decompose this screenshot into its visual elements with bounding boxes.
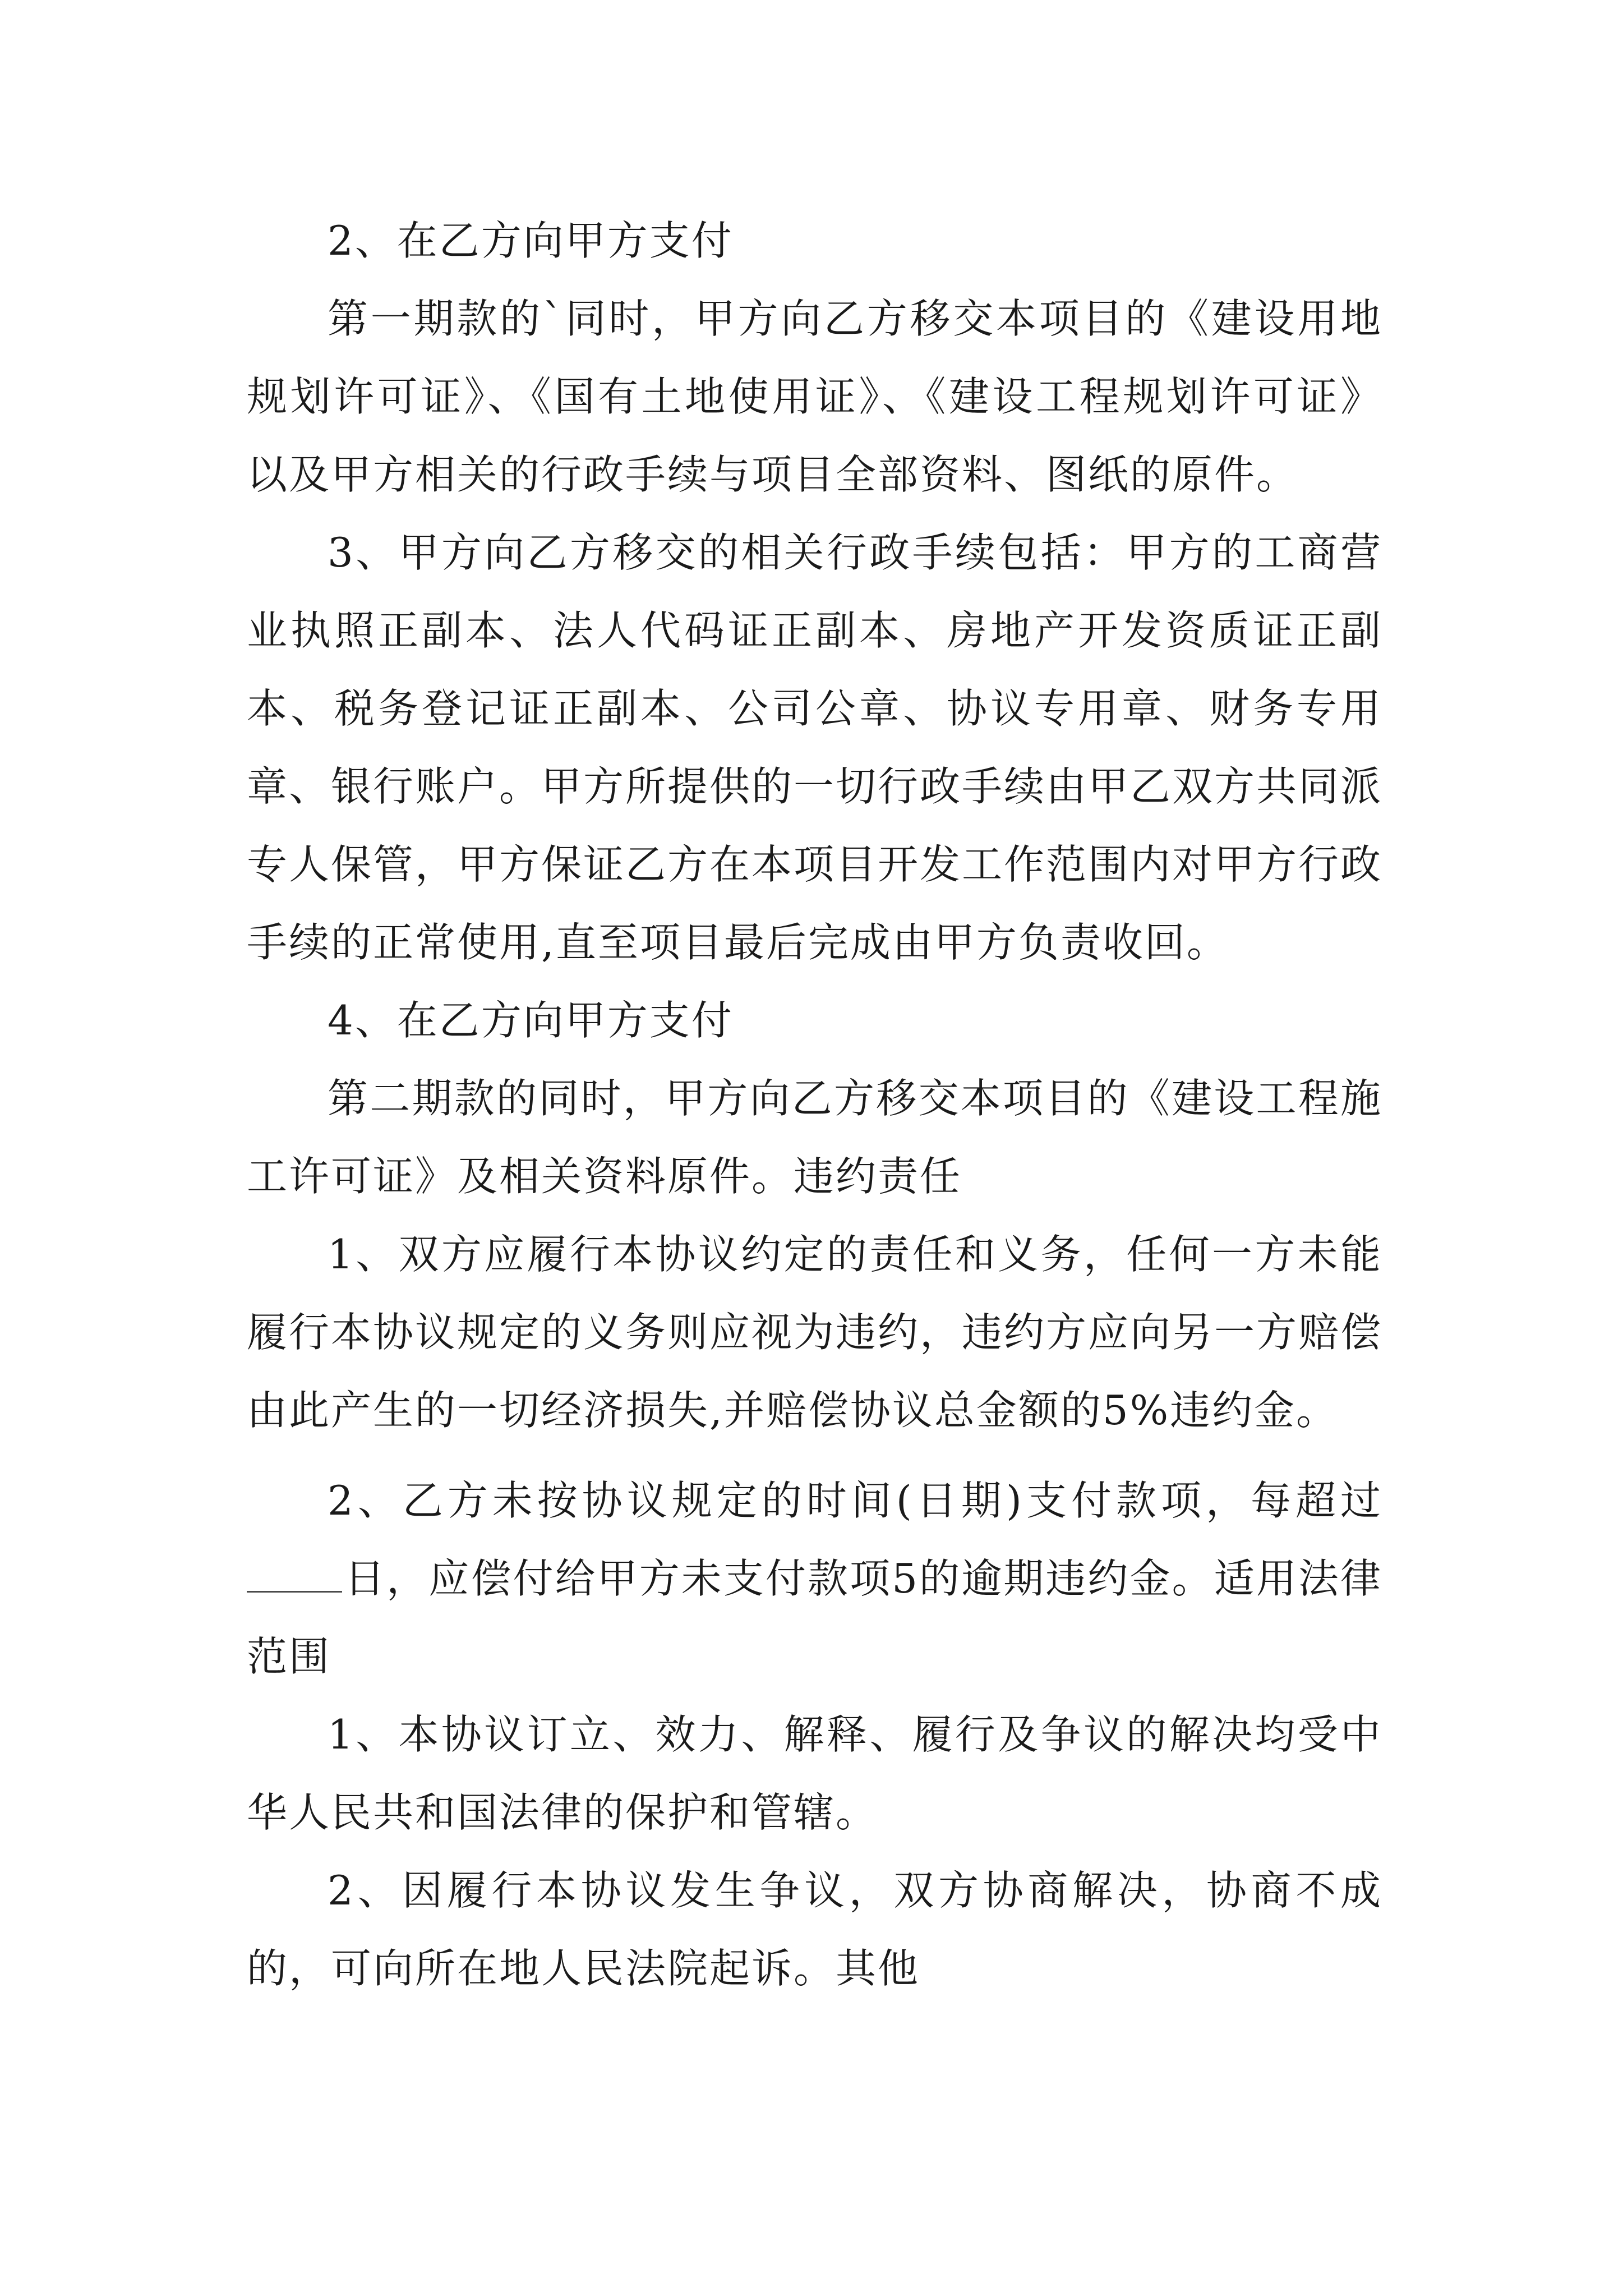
paragraph-7-tail: 日，应偿付给甲方未支付款项5的逾期违约金。适用法律范围 <box>247 1555 1382 1680</box>
fill-in-blank <box>247 1590 342 1593</box>
document-body <box>247 202 1382 2008</box>
paragraph-7-head: 2、乙方未按协议规定的时间(日期)支付款项，每超过 <box>328 1477 1382 1524</box>
paragraph-1: 2、在乙方向甲方支付 <box>328 217 734 264</box>
paragraph-2: 第一期款的`同时，甲方向乙方移交本项目的《建设用地规划许可证》、《国有土地使用证》、《建设工程规划许可证》以及甲方相关的行政手续与项目全部资料、图纸的原件。 <box>247 295 1382 498</box>
paragraph-4: 4、在乙方向甲方支付 <box>328 997 734 1044</box>
paragraph-7 <box>247 1462 1382 1696</box>
paragraph-5: 第二期款的同时，甲方向乙方移交本项目的《建设工程施工许可证》及相关资料原件。违约责任 <box>247 1075 1382 1200</box>
paragraph-3: 3、甲方向乙方移交的相关行政手续包括：甲方的工商营业执照正副本、法人代码证正副本、房地产开发资质证正副本、税务登记证正副本、公司公章、协议专用章、财务专用章、银行账户。甲方所提供的一切行政手续由甲乙双方共同派专人保管，甲方保证乙方在本项目开发工作范围内对甲方行政手续的正常使用,直至项目最后完成由甲方负责收回。 <box>247 529 1383 966</box>
paragraph-8: 1、本协议订立、效力、解释、履行及争议的解决均受中华人民共和国法律的保护和管辖。 <box>247 1711 1382 1836</box>
paragraph-6: 1、双方应履行本协议约定的责任和义务，任何一方未能履行本协议规定的义务则应视为违约，违约方应向另一方赔偿由此产生的一切经济损失,并赔偿协议总金额的5%违约金。 <box>247 1231 1383 1434</box>
paragraph-9: 2、因履行本协议发生争议，双方协商解决，协商不成的，可向所在地人民法院起诉。其他 <box>247 1867 1382 1992</box>
